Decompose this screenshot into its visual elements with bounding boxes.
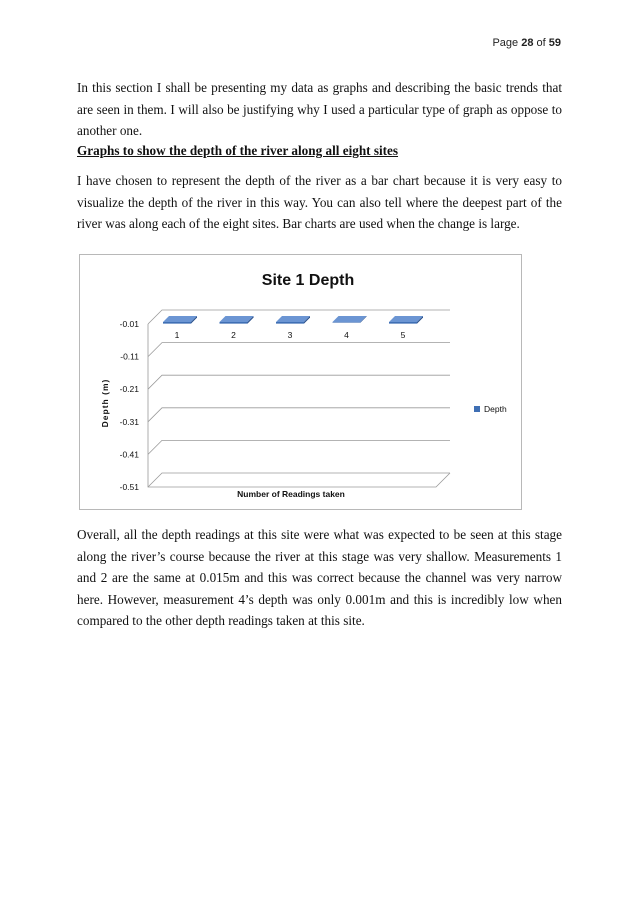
- legend: [474, 404, 507, 414]
- gridline: [148, 375, 450, 389]
- y-tick-label: -0.21: [119, 384, 139, 395]
- intro-paragraph: In this section I shall be presenting my data as graphs and describing the basic trends that are seen in them. I will also be justifying why I used a particular type of graph as oppose to another one.: [77, 80, 562, 138]
- y-tick-label: -0.41: [119, 449, 139, 460]
- x-tick-labels: [175, 330, 406, 340]
- page-number: [492, 37, 561, 49]
- y-tick-label: -0.11: [120, 351, 139, 362]
- y-tick-label: -0.01: [119, 319, 139, 329]
- legend-swatch: [474, 406, 480, 412]
- x-tick-label: 1: [174, 330, 180, 340]
- page-number-prefix: Page: [492, 37, 522, 49]
- gridline: [148, 343, 450, 357]
- gridline: [148, 473, 450, 487]
- bar: [163, 322, 191, 324]
- x-tick-label: 5: [400, 330, 406, 340]
- gridline: [148, 408, 450, 422]
- bar: [389, 322, 417, 324]
- y-tick-label: -0.31: [119, 416, 139, 427]
- chart-title: Site 1 Depth: [261, 272, 355, 289]
- bar: [333, 322, 361, 323]
- legend-label: Depth: [484, 404, 507, 414]
- page-number-total: 59: [548, 37, 561, 49]
- x-tick-label: 4: [344, 330, 349, 340]
- section-paragraph: I have chosen to represent the depth of the river as a bar chart because it is very easy to visualize the depth of the river in this way. You can also tell where the deepest part of the river was along each of the eight sites. Bar charts are used when the change is large.: [77, 173, 562, 231]
- y-axis-label: Depth (m): [100, 378, 110, 428]
- axis-frame: [148, 324, 450, 487]
- page-number-of: of: [533, 37, 549, 49]
- page-number-current: 28: [521, 37, 534, 49]
- section-heading: Graphs to show the depth of the river along all eight sites: [77, 143, 399, 158]
- conclusion-paragraph: Overall, all the depth readings at this site were what was expected to be seen at this stage along the river’s course because the river at this stage was very shallow. Measurements 1 and 2 are the same at 0.015m and this was correct because the channel was very narrow here. However, measurement 4’s depth was only 0.001m and this is incredibly low when compared to the other depth readings taken at this site.: [77, 527, 562, 628]
- bar: [220, 322, 248, 324]
- x-axis-label: Number of Readings taken: [237, 489, 345, 499]
- y-tick-labels: [120, 319, 140, 492]
- x-tick-label: 2: [231, 330, 236, 340]
- gridline: [148, 440, 450, 454]
- y-tick-label: -0.51: [119, 482, 139, 492]
- bar-chart: [80, 255, 521, 509]
- chart-frame: [79, 254, 522, 510]
- bar: [276, 322, 304, 324]
- bars: [163, 316, 423, 324]
- x-tick-label: 3: [287, 330, 293, 340]
